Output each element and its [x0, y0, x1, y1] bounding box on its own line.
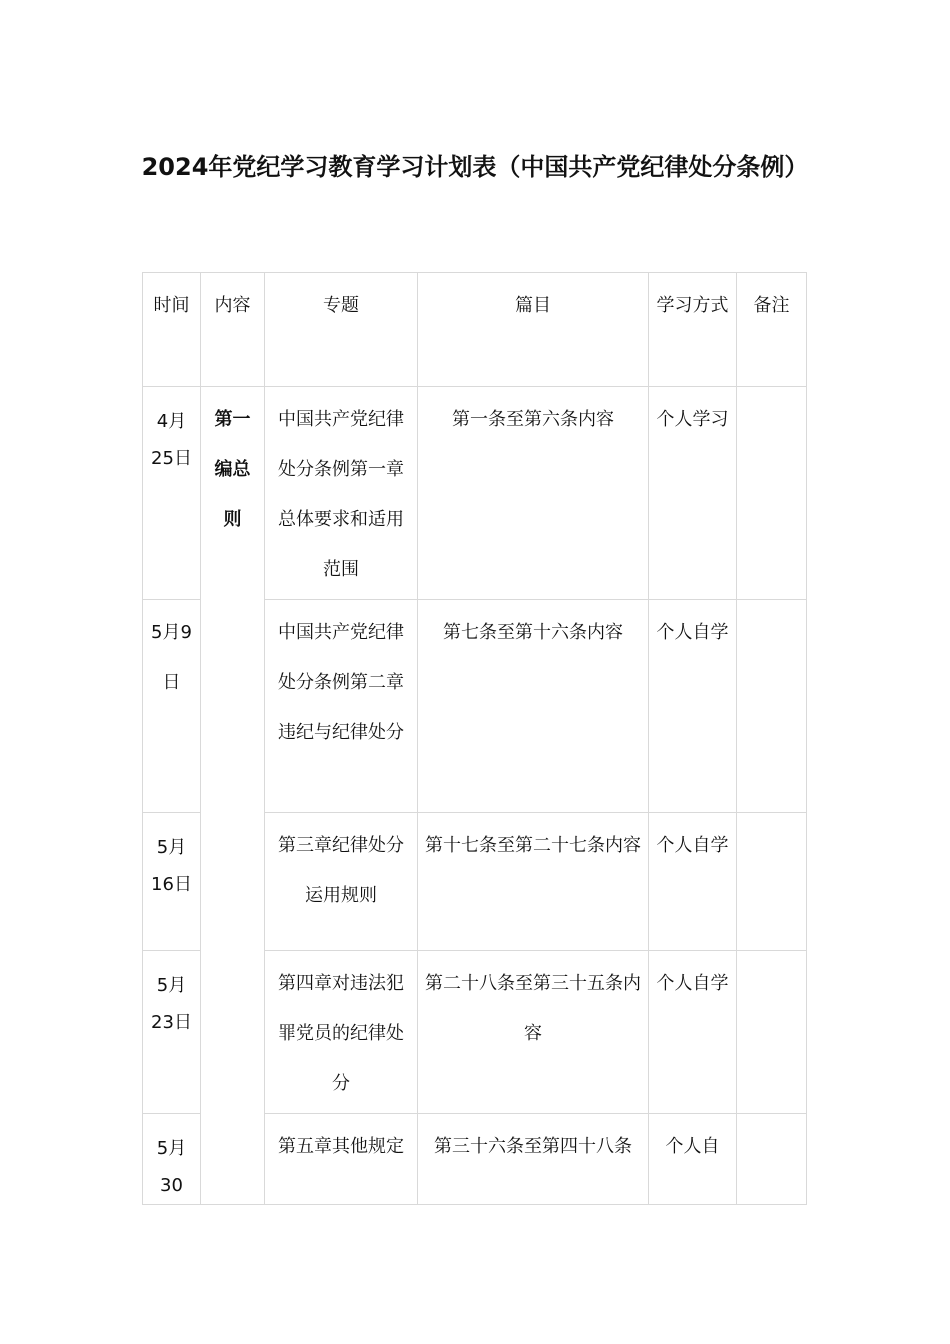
chapters-cell: 第三十六条至第四十八条	[418, 1114, 649, 1205]
chapters-cell: 第七条至第十六条内容	[418, 600, 649, 813]
header-method: 学习方式	[649, 273, 737, 387]
time-cell: 5月30	[143, 1114, 201, 1205]
method-cell: 个人自学	[649, 951, 737, 1114]
note-cell	[737, 600, 807, 813]
note-cell	[737, 951, 807, 1114]
header-content: 内容	[201, 273, 265, 387]
time-cell: 5月9日	[143, 600, 201, 813]
note-cell	[737, 813, 807, 951]
header-chapters: 篇目	[418, 273, 649, 387]
header-note: 备注	[737, 273, 807, 387]
method-cell: 个人自	[649, 1114, 737, 1205]
header-time: 时间	[143, 273, 201, 387]
method-cell: 个人自学	[649, 600, 737, 813]
chapters-cell: 第十七条至第二十七条内容	[418, 813, 649, 951]
header-topic: 专题	[265, 273, 418, 387]
note-cell	[737, 1114, 807, 1205]
time-cell: 5月16日	[143, 813, 201, 951]
topic-cell: 第五章其他规定	[265, 1114, 418, 1205]
time-cell: 4月25日	[143, 387, 201, 600]
topic-cell: 中国共产党纪律处分条例第二章违纪与纪律处分	[265, 600, 418, 813]
topic-cell: 中国共产党纪律处分条例第一章总体要求和适用范围	[265, 387, 418, 600]
study-plan-table	[142, 272, 807, 1205]
method-cell: 个人自学	[649, 813, 737, 951]
method-cell: 个人学习	[649, 387, 737, 600]
topic-cell: 第四章对违法犯罪党员的纪律处分	[265, 951, 418, 1114]
chapters-cell: 第一条至第六条内容	[418, 387, 649, 600]
table-header-row	[143, 273, 807, 387]
time-cell: 5月23日	[143, 951, 201, 1114]
section-content-cell: 第一编总则	[201, 387, 265, 1205]
page-title: 2024年党纪学习教育学习计划表（中国共产党纪律处分条例）	[141, 153, 809, 181]
chapters-cell: 第二十八条至第三十五条内容	[418, 951, 649, 1114]
note-cell	[737, 387, 807, 600]
table-row	[143, 387, 807, 600]
topic-cell: 第三章纪律处分运用规则	[265, 813, 418, 951]
